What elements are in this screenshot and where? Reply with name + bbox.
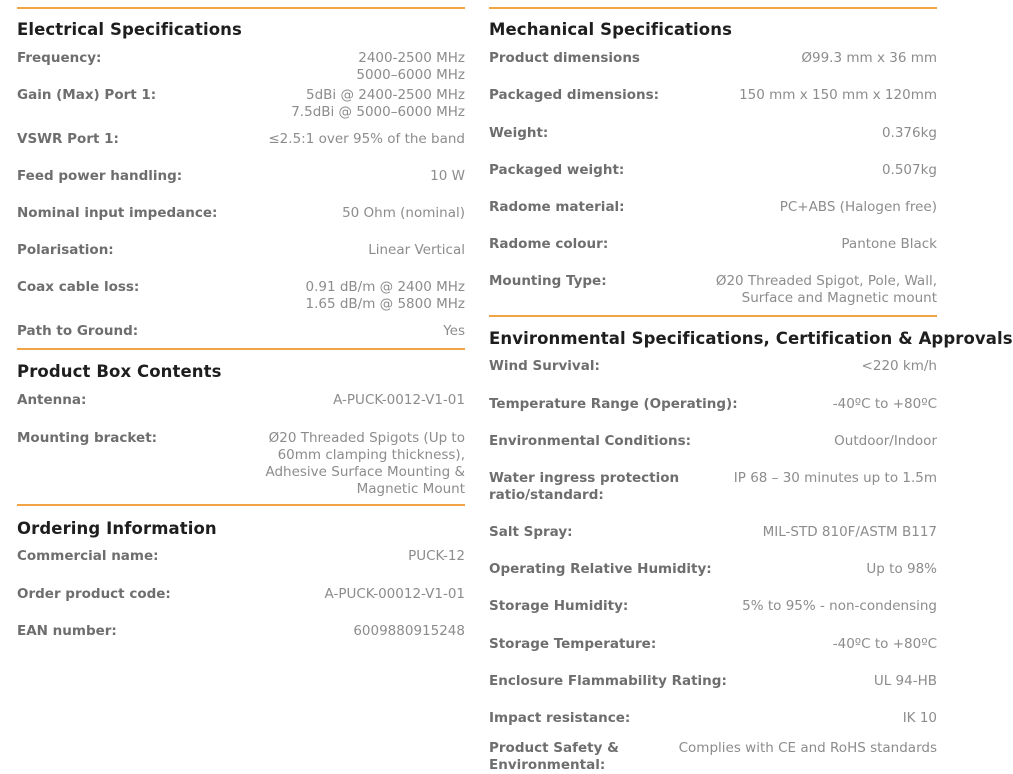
spec-value: Ø99.3 mm x 36 mm <box>801 50 937 66</box>
spec-value: 0.376kg <box>881 125 937 141</box>
spec-value: UL 94-HB <box>873 673 937 689</box>
spec-label: Coax cable loss: <box>17 279 140 295</box>
section-box-contents <box>17 348 465 497</box>
spec-value: -40ºC to +80ºC <box>832 396 937 412</box>
spec-label: Mounting Type: <box>489 273 607 289</box>
spec-label: Nominal input impedance: <box>17 205 218 221</box>
spec-label: VSWR Port 1: <box>17 131 119 147</box>
spec-label: Water ingress protection ratio/standard: <box>489 470 680 503</box>
spec-value: Pantone Black <box>841 236 937 252</box>
spec-label: Enclosure Flammability Rating: <box>489 673 727 689</box>
spec-value: Outdoor/Indoor <box>834 433 937 449</box>
spec-label: Storage Temperature: <box>489 636 657 652</box>
spec-label: Storage Humidity: <box>489 598 629 614</box>
spec-value: MIL-STD 810F/ASTM B117 <box>762 524 937 540</box>
section-title: Mechanical Specifications <box>489 20 733 39</box>
spec-label: Radome material: <box>489 199 625 215</box>
spec-label: Salt Spray: <box>489 524 573 540</box>
spec-label: Mounting bracket: <box>17 430 158 446</box>
spec-value: Up to 98% <box>866 561 937 577</box>
spec-value: 5% to 95% - non-condensing <box>742 598 937 614</box>
spec-value: <220 km/h <box>861 358 937 374</box>
spec-value: PUCK-12 <box>408 548 465 564</box>
section-title: Environmental Specifications, Certification & Approvals <box>489 329 1013 348</box>
section-title: Electrical Specifications <box>17 20 242 39</box>
spec-label: Impact resistance: <box>489 710 631 726</box>
spec-value: -40ºC to +80ºC <box>832 636 937 652</box>
spec-label: Packaged dimensions: <box>489 87 660 103</box>
spec-label: Wind Survival: <box>489 358 600 374</box>
section-title: Ordering Information <box>17 519 217 538</box>
spec-value: IK 10 <box>902 710 937 726</box>
spec-value: Ø20 Threaded Spigot, Pole, Wall, Surface and Magnetic mount <box>715 273 937 306</box>
spec-value: PC+ABS (Halogen free) <box>779 199 937 215</box>
spec-label: Gain (Max) Port 1: <box>17 87 157 103</box>
spec-value: Complies with CE and RoHS standards <box>678 740 937 756</box>
section-environmental <box>489 315 1013 773</box>
spec-value: 6009880915248 <box>353 623 465 639</box>
spec-label: Temperature Range (Operating): <box>489 396 738 412</box>
spec-label: Order product code: <box>17 586 171 602</box>
section-ordering <box>17 504 465 639</box>
spec-value: A-PUCK-00012-V1-01 <box>324 586 465 602</box>
spec-label: Environmental Conditions: <box>489 433 692 449</box>
spec-label: Product Safety & Environmental: <box>489 740 619 773</box>
spec-value: 0.507kg <box>881 162 937 178</box>
spec-label: Radome colour: <box>489 236 609 252</box>
spec-label: Packaged weight: <box>489 162 625 178</box>
spec-value: Linear Vertical <box>368 242 465 258</box>
spec-label: Commercial name: <box>17 548 159 564</box>
spec-label: Path to Ground: <box>17 323 139 339</box>
spec-label: Feed power handling: <box>17 168 183 184</box>
spec-value: 0.91 dB/m @ 2400 MHz 1.65 dB/m @ 5800 MHz <box>305 279 465 312</box>
spec-value: Ø20 Threaded Spigots (Up to 60mm clamping thickness), Adhesive Surface Mounting & Magnetic Mount <box>265 430 465 497</box>
spec-label: Operating Relative Humidity: <box>489 561 712 577</box>
section-electrical <box>17 7 465 339</box>
spec-value: 2400-2500 MHz 5000–6000 MHz <box>356 50 465 83</box>
spec-value: ≤2.5:1 over 95% of the band <box>268 131 465 147</box>
spec-label: Antenna: <box>17 392 87 408</box>
spec-value: A-PUCK-0012-V1-01 <box>333 392 465 408</box>
spec-label: Polarisation: <box>17 242 114 258</box>
spec-value: 10 W <box>430 168 465 184</box>
section-mechanical <box>489 7 937 306</box>
spec-value: 150 mm x 150 mm x 120mm <box>739 87 937 103</box>
spec-value: 5dBi @ 2400-2500 MHz 7.5dBi @ 5000–6000 MHz <box>291 87 465 120</box>
spec-value: 50 Ohm (nominal) <box>342 205 465 221</box>
spec-label: Product dimensions <box>489 50 640 66</box>
spec-label: Weight: <box>489 125 549 141</box>
spec-value: Yes <box>443 323 465 339</box>
spec-label: Frequency: <box>17 50 102 66</box>
spec-value: IP 68 – 30 minutes up to 1.5m <box>733 470 937 486</box>
section-title: Product Box Contents <box>17 362 222 381</box>
spec-label: EAN number: <box>17 623 117 639</box>
